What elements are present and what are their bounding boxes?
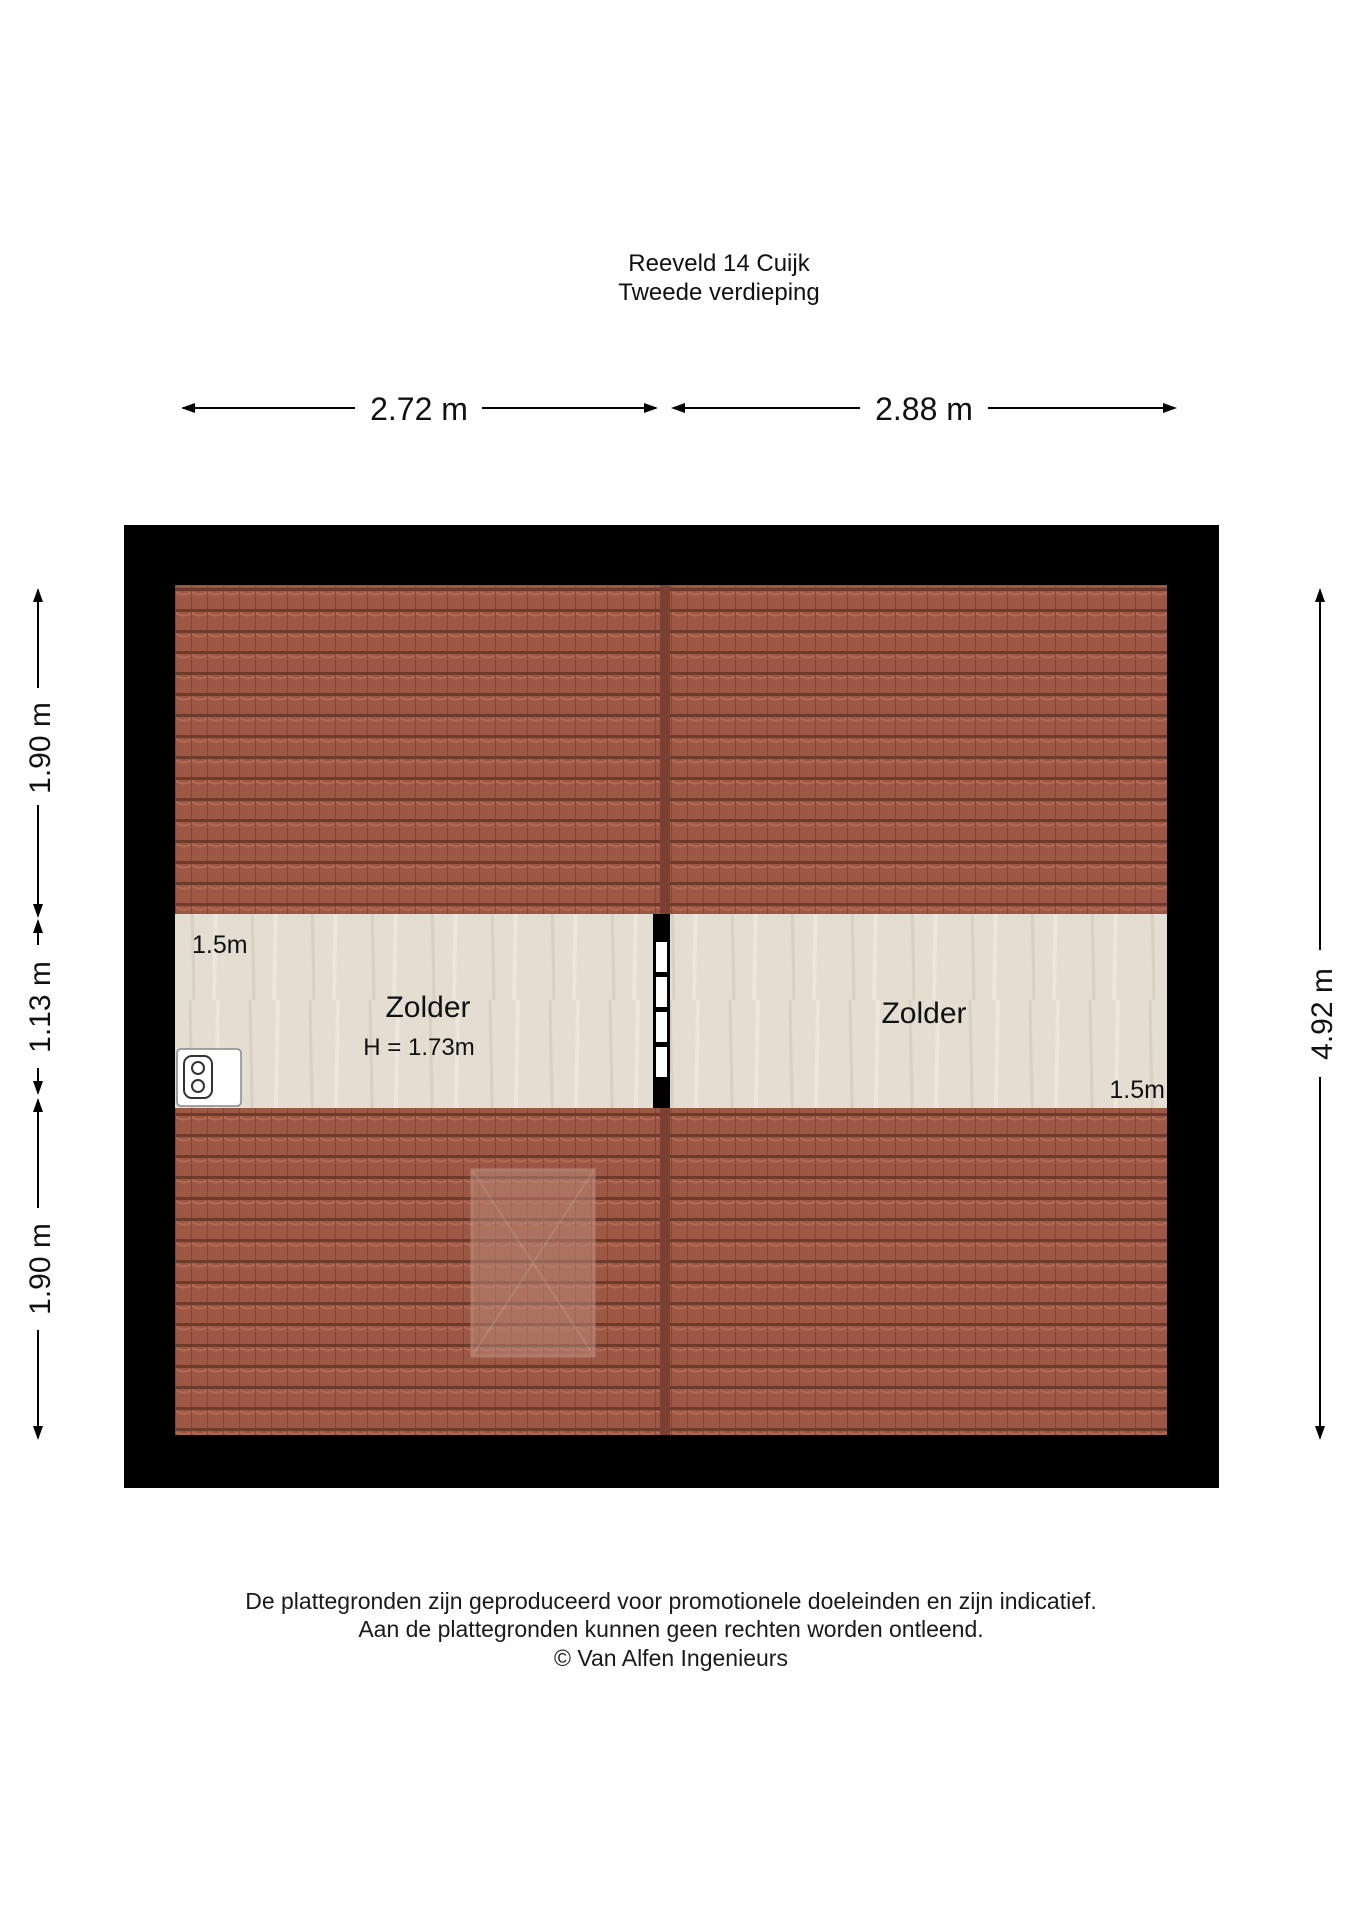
disclaimer-line-1: De plattegronden zijn geproduceerd voor promotionele doeleinden en zijn indicatief.: [245, 1588, 1097, 1614]
room-left-name: Zolder: [385, 991, 471, 1024]
copyright-line: © Van Alfen Ingenieurs: [554, 1645, 788, 1671]
address-title: Reeveld 14 Cuijk: [628, 250, 810, 277]
floor-subtitle: Tweede verdieping: [618, 279, 820, 306]
dimension-left-middle-label: 1.13 m: [24, 961, 57, 1053]
partition-wall: [653, 914, 670, 1108]
room-left-height: H = 1.73m: [363, 1034, 475, 1061]
room-right-slope-label: 1.5m: [1109, 1076, 1165, 1104]
dimension-top-left-label: 2.72 m: [370, 391, 468, 427]
dimension-left-lower-label: 1.90 m: [24, 1223, 57, 1315]
disclaimer-line-2: Aan de plattegronden kunnen geen rechten worden ontleend.: [358, 1616, 984, 1642]
roof-ridge-lower: [660, 1108, 670, 1435]
roof-ridge-upper: [660, 585, 670, 914]
dimension-left-upper-label: 1.90 m: [24, 702, 57, 794]
dimension-top-right-label: 2.88 m: [875, 391, 973, 427]
skylight: [472, 1170, 594, 1356]
room-right-name: Zolder: [881, 997, 967, 1030]
boiler-icon: [177, 1049, 241, 1106]
attic-floor: [175, 914, 1167, 1108]
dimension-top-left: [183, 391, 656, 427]
dimension-right-total: [1306, 590, 1339, 1438]
room-left-slope-label: 1.5m: [192, 931, 248, 959]
roof-slope-lower: [175, 1108, 1167, 1435]
roof-slope-upper: [175, 585, 1167, 914]
dimension-left-middle: [24, 921, 57, 1093]
dimension-left-upper: [24, 590, 57, 916]
dimension-top-right: [673, 391, 1175, 427]
dimension-left-lower: [24, 1100, 57, 1438]
dimension-right-total-label: 4.92 m: [1306, 968, 1339, 1060]
